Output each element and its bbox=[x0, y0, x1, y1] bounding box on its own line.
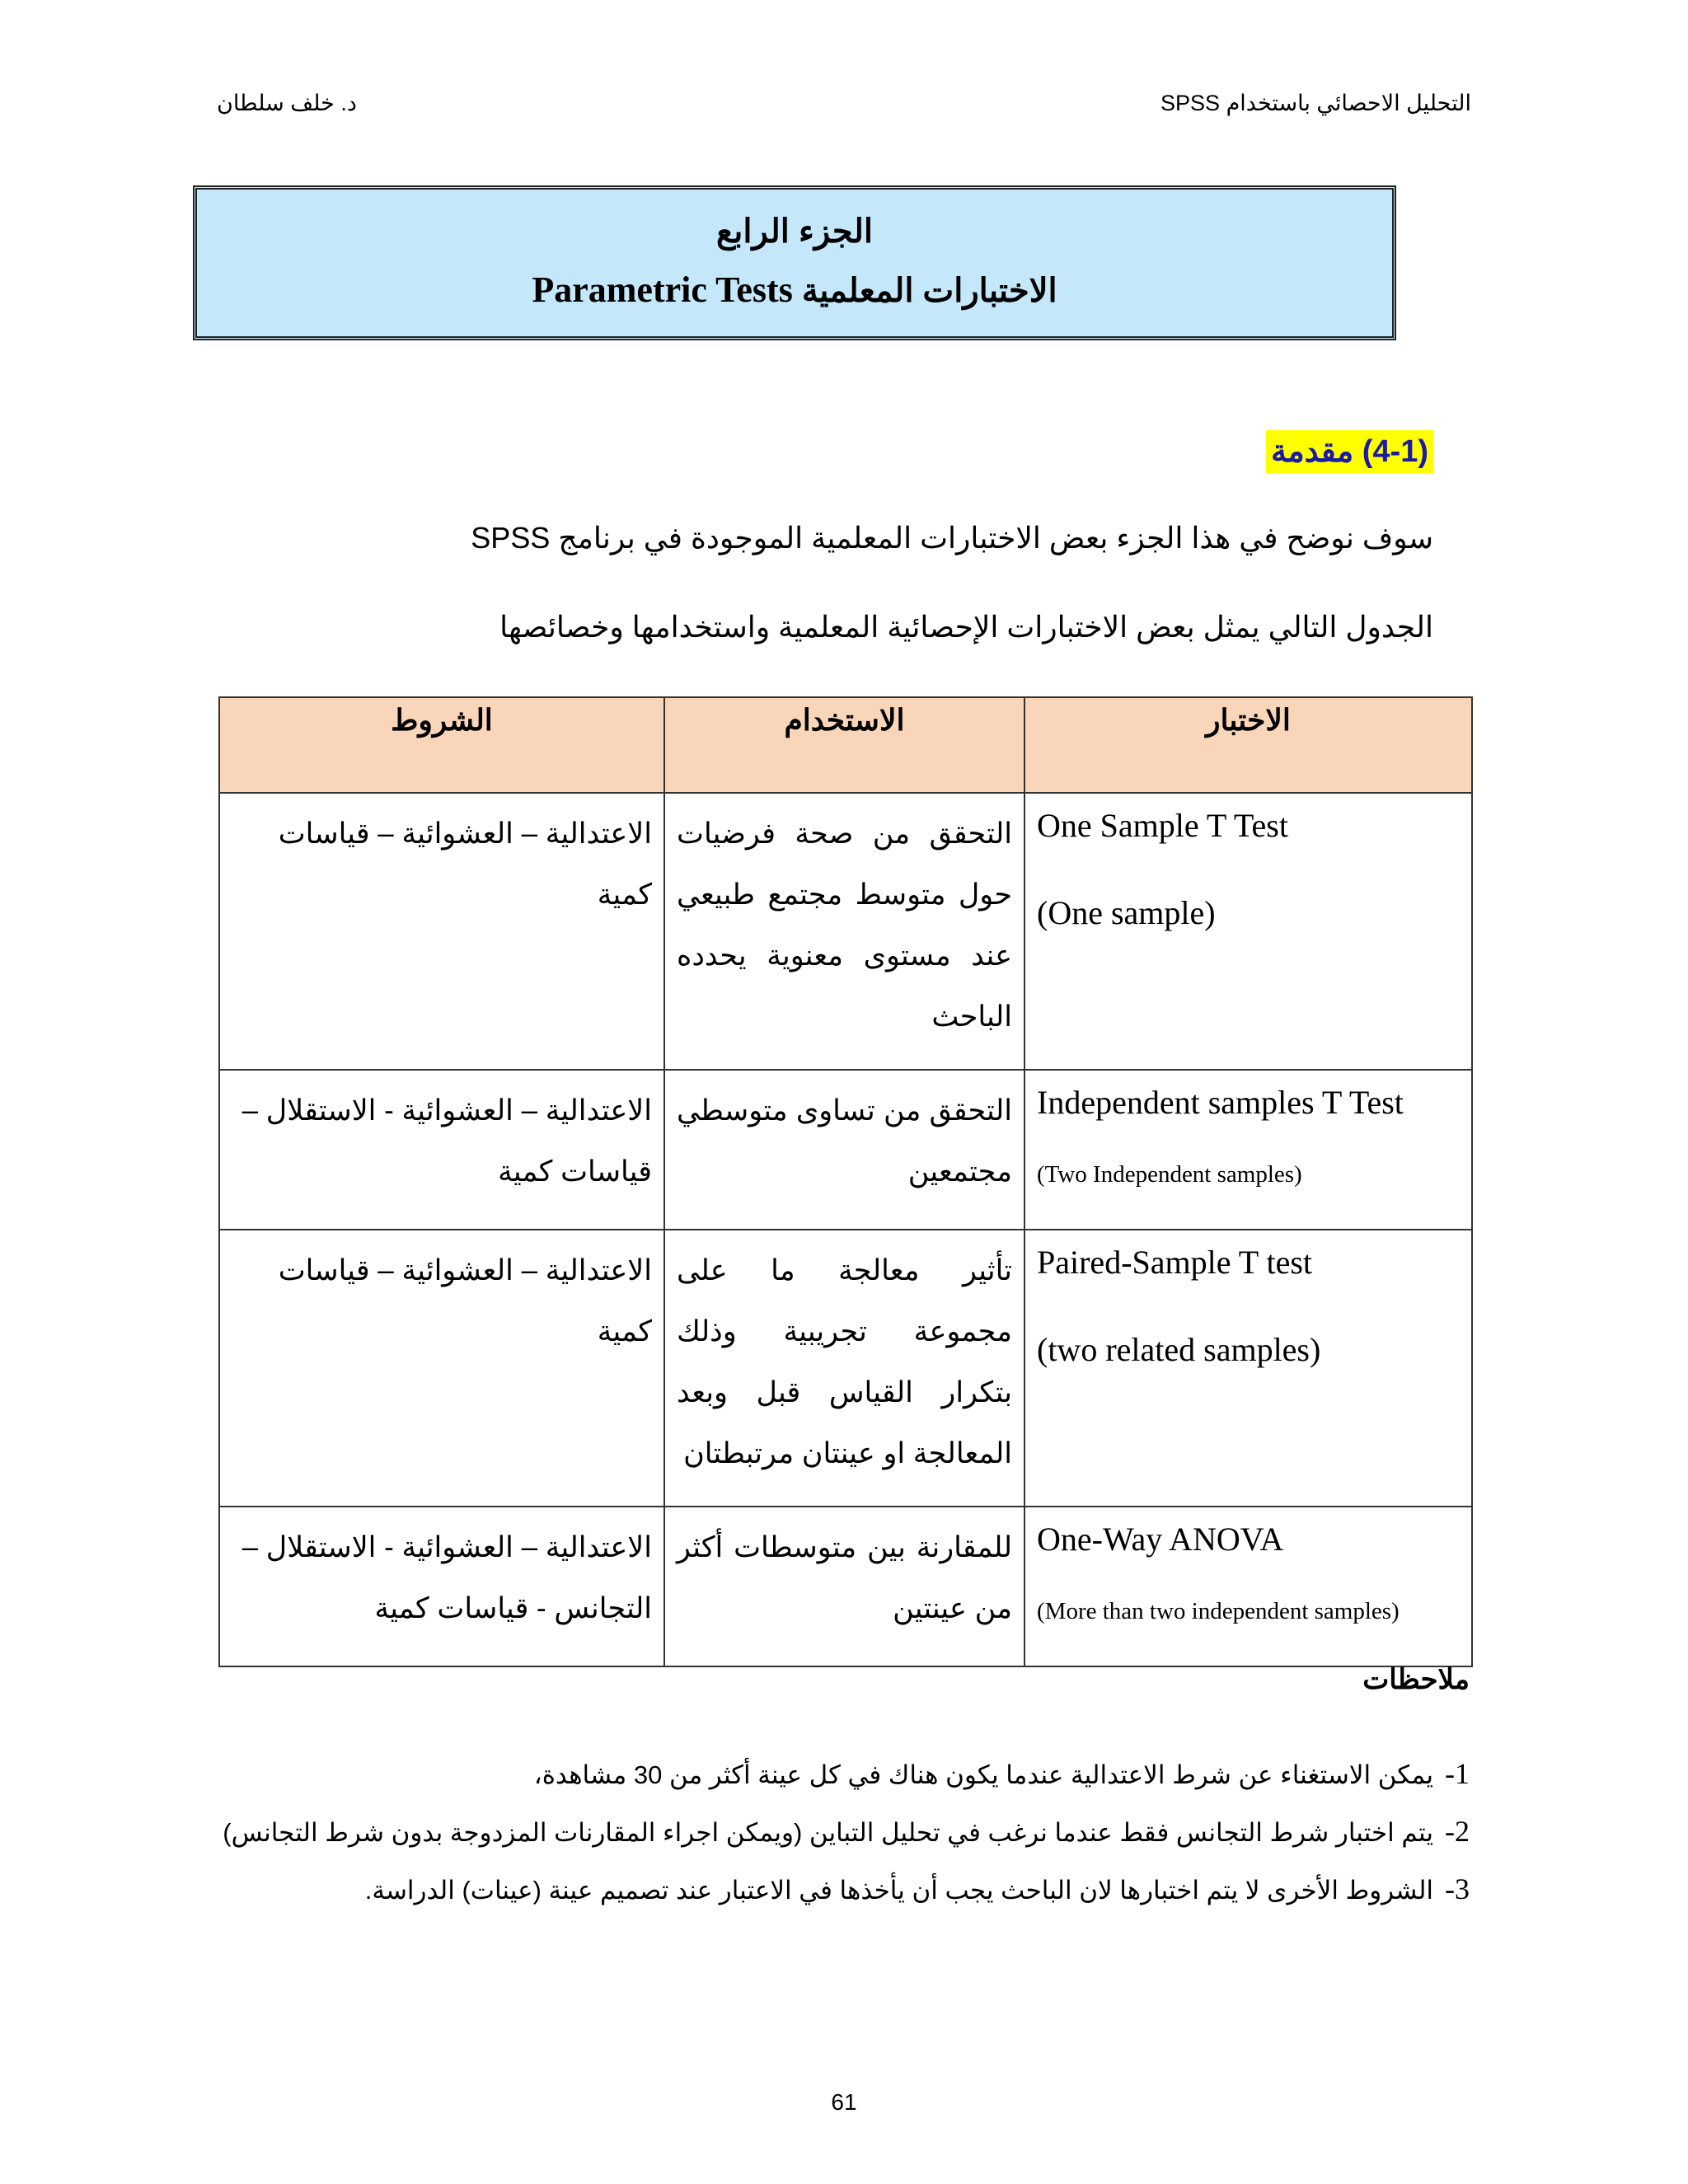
intro-paragraph-1: سوف نوضح في هذا الجزء بعض الاختبارات المعلمية الموجودة في برنامج SPSS bbox=[471, 521, 1433, 555]
part-subtitle bbox=[197, 269, 1392, 311]
test-subtitle: (One sample) bbox=[1037, 894, 1216, 931]
test-name: One Sample T Test bbox=[1037, 807, 1288, 844]
header-use: الاستخدام bbox=[664, 697, 1025, 793]
conditions-cell: الاعتدالية – العشوائية – قياسات كمية bbox=[219, 793, 664, 1070]
note-number: 1- bbox=[1445, 1757, 1470, 1790]
part-title-box bbox=[193, 185, 1396, 340]
list-item bbox=[223, 1861, 1470, 1919]
use-cell: تأثير معالجة ما على مجموعة تجريبية وذلك بتكرار القياس قبل وبعد المعالجة او عينتان مرتبطتان bbox=[664, 1230, 1025, 1507]
part-subtitle-english: Parametric Tests bbox=[532, 269, 793, 310]
part-subtitle-arabic: الاختبارات المعلمية bbox=[801, 273, 1057, 309]
test-name: One-Way ANOVA bbox=[1037, 1521, 1284, 1558]
conditions-cell: الاعتدالية – العشوائية - الاستقلال – قياسات كمية bbox=[219, 1070, 664, 1230]
test-name: Independent samples T Test bbox=[1037, 1084, 1404, 1121]
running-header-title: التحليل الاحصائي باستخدام SPSS bbox=[1160, 91, 1471, 115]
use-cell: التحقق من صحة فرضيات حول متوسط مجتمع طبيعي عند مستوى معنوية يحدده الباحث bbox=[664, 793, 1025, 1070]
intro-paragraph-2: الجدول التالي يمثل بعض الاختبارات الإحصائية المعلمية واستخدامها وخصائصها bbox=[499, 610, 1433, 644]
tests-table bbox=[218, 696, 1473, 1667]
conditions-cell: الاعتدالية – العشوائية - الاستقلال – التجانس - قياسات كمية bbox=[219, 1507, 664, 1666]
notes-list bbox=[223, 1746, 1470, 1919]
list-item bbox=[223, 1746, 1470, 1803]
test-cell bbox=[1025, 1230, 1472, 1507]
table-header-row bbox=[219, 697, 1472, 793]
test-subtitle: (Two Independent samples) bbox=[1037, 1161, 1302, 1188]
test-cell bbox=[1025, 793, 1472, 1070]
test-cell bbox=[1025, 1507, 1472, 1666]
test-name: Paired-Sample T test bbox=[1037, 1244, 1313, 1281]
note-number: 3- bbox=[1445, 1872, 1470, 1905]
part-title: الجزء الرابع bbox=[715, 213, 874, 250]
header-conditions: الشروط bbox=[219, 697, 664, 793]
test-subtitle: (More than two independent samples) bbox=[1037, 1598, 1400, 1624]
table-row bbox=[219, 793, 1472, 1070]
use-cell: للمقارنة بين متوسطات أكثر من عينتين bbox=[664, 1507, 1025, 1666]
test-subtitle: (two related samples) bbox=[1037, 1331, 1321, 1368]
table-row bbox=[219, 1230, 1472, 1507]
table-row bbox=[219, 1507, 1472, 1666]
list-item bbox=[223, 1803, 1470, 1861]
header-test: الاختبار bbox=[1025, 697, 1472, 793]
page-number: 61 bbox=[831, 2089, 857, 2115]
use-cell: التحقق من تساوى متوسطي مجتمعين bbox=[664, 1070, 1025, 1230]
conditions-cell: الاعتدالية – العشوائية – قياسات كمية bbox=[219, 1230, 664, 1507]
note-text: يمكن الاستغناء عن شرط الاعتدالية عندما يكون هناك في كل عينة أكثر من 30 مشاهدة، bbox=[533, 1760, 1433, 1789]
running-header-author: د. خلف سلطان bbox=[217, 91, 357, 115]
test-cell bbox=[1025, 1070, 1472, 1230]
notes-title: ملاحظات bbox=[1362, 1664, 1470, 1695]
section-heading: (4-1) مقدمة bbox=[1266, 430, 1433, 473]
note-number: 2- bbox=[1445, 1815, 1470, 1848]
note-text: يتم اختبار شرط التجانس فقط عندما نرغب في تحليل التباين (ويمكن اجراء المقارنات المزدوجة بدون شرط التجانس) bbox=[223, 1818, 1433, 1847]
table-row bbox=[219, 1070, 1472, 1230]
note-text: الشروط الأخرى لا يتم اختبارها لان الباحث يجب أن يأخذها في الاعتبار عند تصميم عينة (عينات) الدراسة. bbox=[364, 1876, 1433, 1905]
